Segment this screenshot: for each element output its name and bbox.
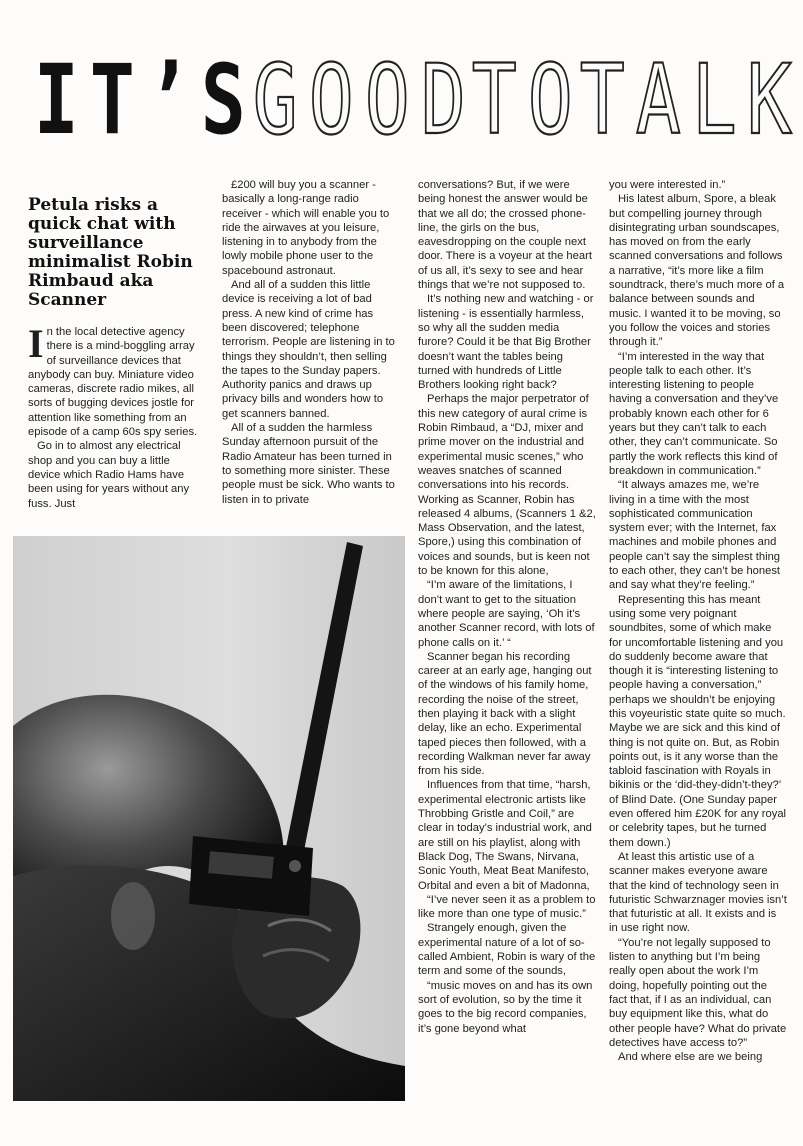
- paragraph: “I’ve never seen it as a problem to like more than one type of music.”: [418, 893, 596, 921]
- paragraph: And where else are we being: [618, 1051, 763, 1064]
- headline-letter: G: [252, 44, 294, 156]
- article-column-1: [28, 321, 198, 511]
- article-column-4: [609, 178, 787, 1064]
- paragraph: £200 will buy you a scanner - basically a long-range radio receiver - which will enable you to ride the airwaves at you leisure, listening in to anybody from the lowly mobile phone user to the spacebound astronaut.: [222, 179, 390, 277]
- headline-letter: O: [308, 44, 350, 156]
- article-column-2: [222, 178, 400, 507]
- paragraph: His latest album, Spore, a bleak but compelling journey through disintegrating urban soundscapes, has moved on from the early scanned conversations and follows a narrative, “it’s more like a film soundtrack, there’s much more of a balance between sounds and music. I wanted it to be moving, so you follow the voices and stories through it.”: [609, 193, 785, 349]
- subheading: Petula risks a quick chat with surveillance minimalist Robin Rimbaud aka Scanner: [28, 195, 193, 310]
- headline-letter: T: [89, 44, 130, 156]
- headline-letter: K: [747, 44, 788, 156]
- paragraph: “You’re not legally supposed to listen to anything but I’m being really open about the work I’m doing, hopefully pointing out the fact that, if I as an individual, can buy equipment like this, what do other people have? What do private detectives have access to?”: [609, 936, 787, 1049]
- paragraph: Strangely enough, given the experimental nature of a lot of so-called Ambient, Robin is wary of the term and some of the sounds,: [418, 922, 596, 978]
- photo-man-with-scanner: [13, 536, 405, 1101]
- paragraph: “I’m aware of the limitations, I don’t want to get to the situation where people are saying, ‘Oh it’s another Scanner record, with lots of phone calls on it.’ “: [418, 579, 595, 649]
- paragraph: Representing this has meant using some very poignant soundbites, some of which make for uncomfortable listening and you do suddenly become aware that though it is “interesting listening to people having a conversation,” perhaps we shouldn’t be enjoying this voyeuristic state quite so much. Maybe we are sick and this kind of thing is not quite on. But, as Robin points out, is it any worse than the tabloid fascination with Royals in bikinis or the ‘did-they-didn’t-they?’ of Blind Date. (One Sunday paper even offered him £20K for any royal or celebrity tapes, but he turned them down.): [609, 593, 787, 849]
- paragraph-text: n the local detective agency there is a mind-boggling array of surveillance devices that anybody can buy. Miniature video cameras, discrete radio mikes, all sorts of bugging devices jostle for attention like something from an episode of a camp 60s spy series.: [28, 326, 198, 439]
- paragraph: And all of a sudden this little device is receiving a lot of bad press. A new kind of crime has been discovered; telephone terrorism. People are listening in to things they shouldn’t, then selling the tapes to the Sunday papers. Authority panics and draws up privacy bills and wonders how to get scanners banned.: [222, 279, 395, 420]
- headline-letter: I: [33, 44, 75, 156]
- paragraph: you were interested in.”: [609, 179, 726, 191]
- headline-word: [466, 44, 574, 156]
- paragraph: [28, 321, 198, 439]
- paragraph: Influences from that time, “harsh, experimental electronic artists like Throbbing Gristle and Coil,” are clear in today’s industrial work, and are still on his playlist, along with Black Dog, The Swans, Nirvana, Sonic Youth, Meat Beat Manifesto, Orbital and even a bit of Madonna,: [418, 779, 592, 892]
- paragraph: “It always amazes me, we’re living in a time with the most sophisticated communication system ever; with the Internet, fax machines and mobile phones and people can’t say the simplest thing to each other, they can’t be honest and say what they’re feeling.”: [609, 479, 781, 592]
- headline-letter: S: [201, 44, 242, 156]
- article-column-3: [418, 178, 596, 1036]
- scanner-photo-illustration: [13, 536, 405, 1101]
- paragraph: Scanner began his recording career at an early age, hanging out of the windows of his family home, recording the noise of the street, then playing it back with a slight delay, like an echo. Experimental taped pieces then followed, with a recording Walkman never far away from his side.: [418, 650, 592, 778]
- headline-letter: L: [691, 44, 732, 156]
- paragraph: All of a sudden the harmless Sunday afternoon pursuit of the Radio Amateur has been turned in to something more sinister. These people must be sick. Who wants to listen in to private: [222, 422, 395, 506]
- headline-word: [574, 44, 793, 156]
- headline-letter: T: [579, 44, 621, 156]
- paragraph: Go in to almost any electrical shop and you can buy a little device which Radio Hams have been using for years without any fuss. Just: [28, 440, 190, 510]
- paragraph: It’s nothing new and watching - or listening - is essentially harmless, so why all the sudden media furore? Could it be that Big Brother doesn’t want the tables being turned with hundreds of Little Brothers looking right back?: [418, 293, 594, 392]
- headline-letter: ’: [145, 44, 186, 156]
- paragraph: “I’m interested in the way that people talk to each other. It’s interesting listening to people having a conversation and they’ve probably known each other for 6 years but they can’t talk to each other, they can’t communicate. So partly the work reflects this kind of breakdown in communication.”: [609, 350, 779, 477]
- headline-letter: A: [635, 44, 676, 156]
- headline-word: [28, 44, 247, 156]
- paragraph: conversations? But, if we were being honest the answer would be that we all do; the crossed phone-line, the girls on the bus, eavesdropping on the couple next door. There is a voyeur at the heart of us all, it’s sexy to see and hear things that we’re not supposed to.: [418, 179, 592, 292]
- headline-letter: O: [364, 44, 405, 156]
- drop-cap: I: [28, 321, 44, 366]
- headline-letter: O: [527, 44, 569, 156]
- headline-letter: D: [420, 44, 461, 156]
- paragraph: “music moves on and has its own sort of evolution, so by the time it goes to the big record companies, it’s gone beyond what: [418, 979, 593, 1035]
- paragraph: At least this artistic use of a scanner makes everyone aware that the kind of technology seen in futuristic Schwarznager movies isn’t that futuristic at all. It exists and is in use right now.: [609, 850, 787, 935]
- headline: [28, 44, 788, 156]
- headline-word: [247, 44, 466, 156]
- paragraph: Perhaps the major perpetrator of this new category of aural crime is Robin Rimbaud, a “DJ, mixer and prime mover on the industrial and experimental music scenes,” who weaves snatches of scanned conversations into his records. Working as Scanner, Robin has released 4 albums, (Scanners 1 &2, Mass Observation, and the latest, Spore,) using this combination of voices and sounds, but is keen not to be known for this alone,: [418, 393, 596, 578]
- headline-letter: T: [472, 44, 513, 156]
